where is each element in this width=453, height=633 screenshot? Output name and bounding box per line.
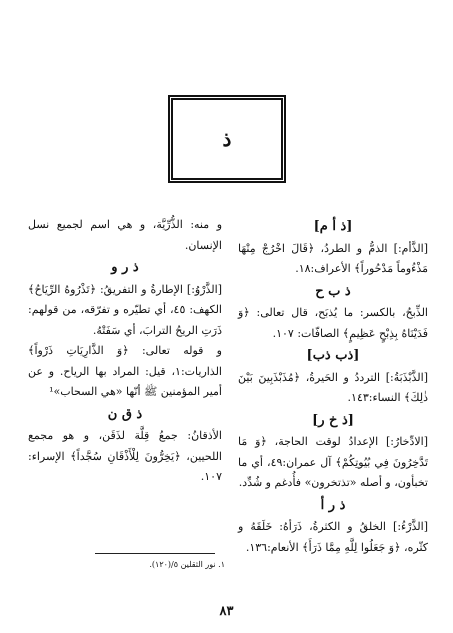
left-column (28, 215, 222, 488)
right-column (238, 215, 428, 558)
entry-paragraph: و منه: الذُّرِّيَّة، و هي اسم لجميع نسل الإنسان. (28, 218, 222, 252)
entry-heading: ذ ق ن (107, 406, 143, 422)
entry-heading: ذ ر و (111, 260, 139, 275)
page-number: ٨٣ (219, 604, 234, 619)
entry-paragraph: [الادِّخارُ:] الإعدادُ لوقت الحاجة، ﴿وَ مَا تَدَّخِرُونَ فِي بُيُوتِكُمْ﴾ آل عمران:٤٩، أي ما تخبأون، و أصله «تذتخرون» فأُدغم و شُدِّد. (238, 435, 429, 489)
entry-paragraph: [الذَّبْذَبَةُ:] الترددُ و الحَيرةُ، ﴿مُذَبْذَبِينَ بَيْنَ ذٰلِكَ﴾ النساء:١٤٣. (238, 370, 428, 404)
entry-paragraph: [الذَّأم:] الذمُّ و الطردُ، ﴿قَالَ اخْرُجْ مِنْهَا مَذْءُوماً مَدْحُوراً﴾ الأعراف:١٨. (238, 241, 428, 275)
chapter-letter-box (168, 95, 286, 183)
entry-paragraph: [الذَّرْءُ:] الخلقُ و الكثرةُ، ذَرَأهُ: خَلَقَهُ و كثّره، ﴿وَ جَعَلُوا لِلَّهِ مِمَّا ذَرَأَ﴾ الأنعام:١٣٦. (238, 520, 428, 554)
footnote: ١. نور الثقلين ٥/(١٢٠). (149, 560, 225, 569)
entry-paragraph: و قوله تعالى: ﴿وَ الذَّارِيَاتِ ذَرْواً﴾ الذاريات:١، قيل: المراد بها الرياح. و عن أمير المؤمنين ﷺ أنّها «هي السحاب»¹ (28, 344, 222, 398)
chapter-letter: ذ (222, 127, 232, 151)
entry-heading: ذ ر أ (320, 497, 346, 513)
entry-heading: [ذب ذب] (306, 348, 360, 363)
entry-paragraph: [الذَّرْوُ:] الإطارةُ و التفريقُ: ﴿تَذْرُوهُ الرِّيَاحُ﴾ الكهف: ٤٥، أي تطيّره و تفرّقه، من قولهم: ذَرَتِ الريحُ الترابَ، أي سَفَتْهُ. (28, 282, 222, 337)
footnote-divider (95, 553, 215, 554)
entry-heading: [ذ أ م] (313, 219, 353, 234)
entry-paragraph: الأذقانُ: جمعُ قِلَّة لذَقَن، و هو مجمع اللحيين، ﴿يَخِرُّونَ لِلْأَذْقَانِ سُجَّداً﴾ الإسراء: ١٠٧. (28, 429, 222, 483)
entry-paragraph: الذِّبحُ، بالكسر: ما يُذبَح، قال تعالى: ﴿وَ فَدَيْنَاهُ بِذِبْحٍ عَظِيمٍ﴾ الصافّات: ١٠٧. (238, 306, 428, 340)
entry-heading: ذ ب ح (315, 283, 351, 299)
entry-heading: [ذ خ ر] (312, 412, 354, 428)
